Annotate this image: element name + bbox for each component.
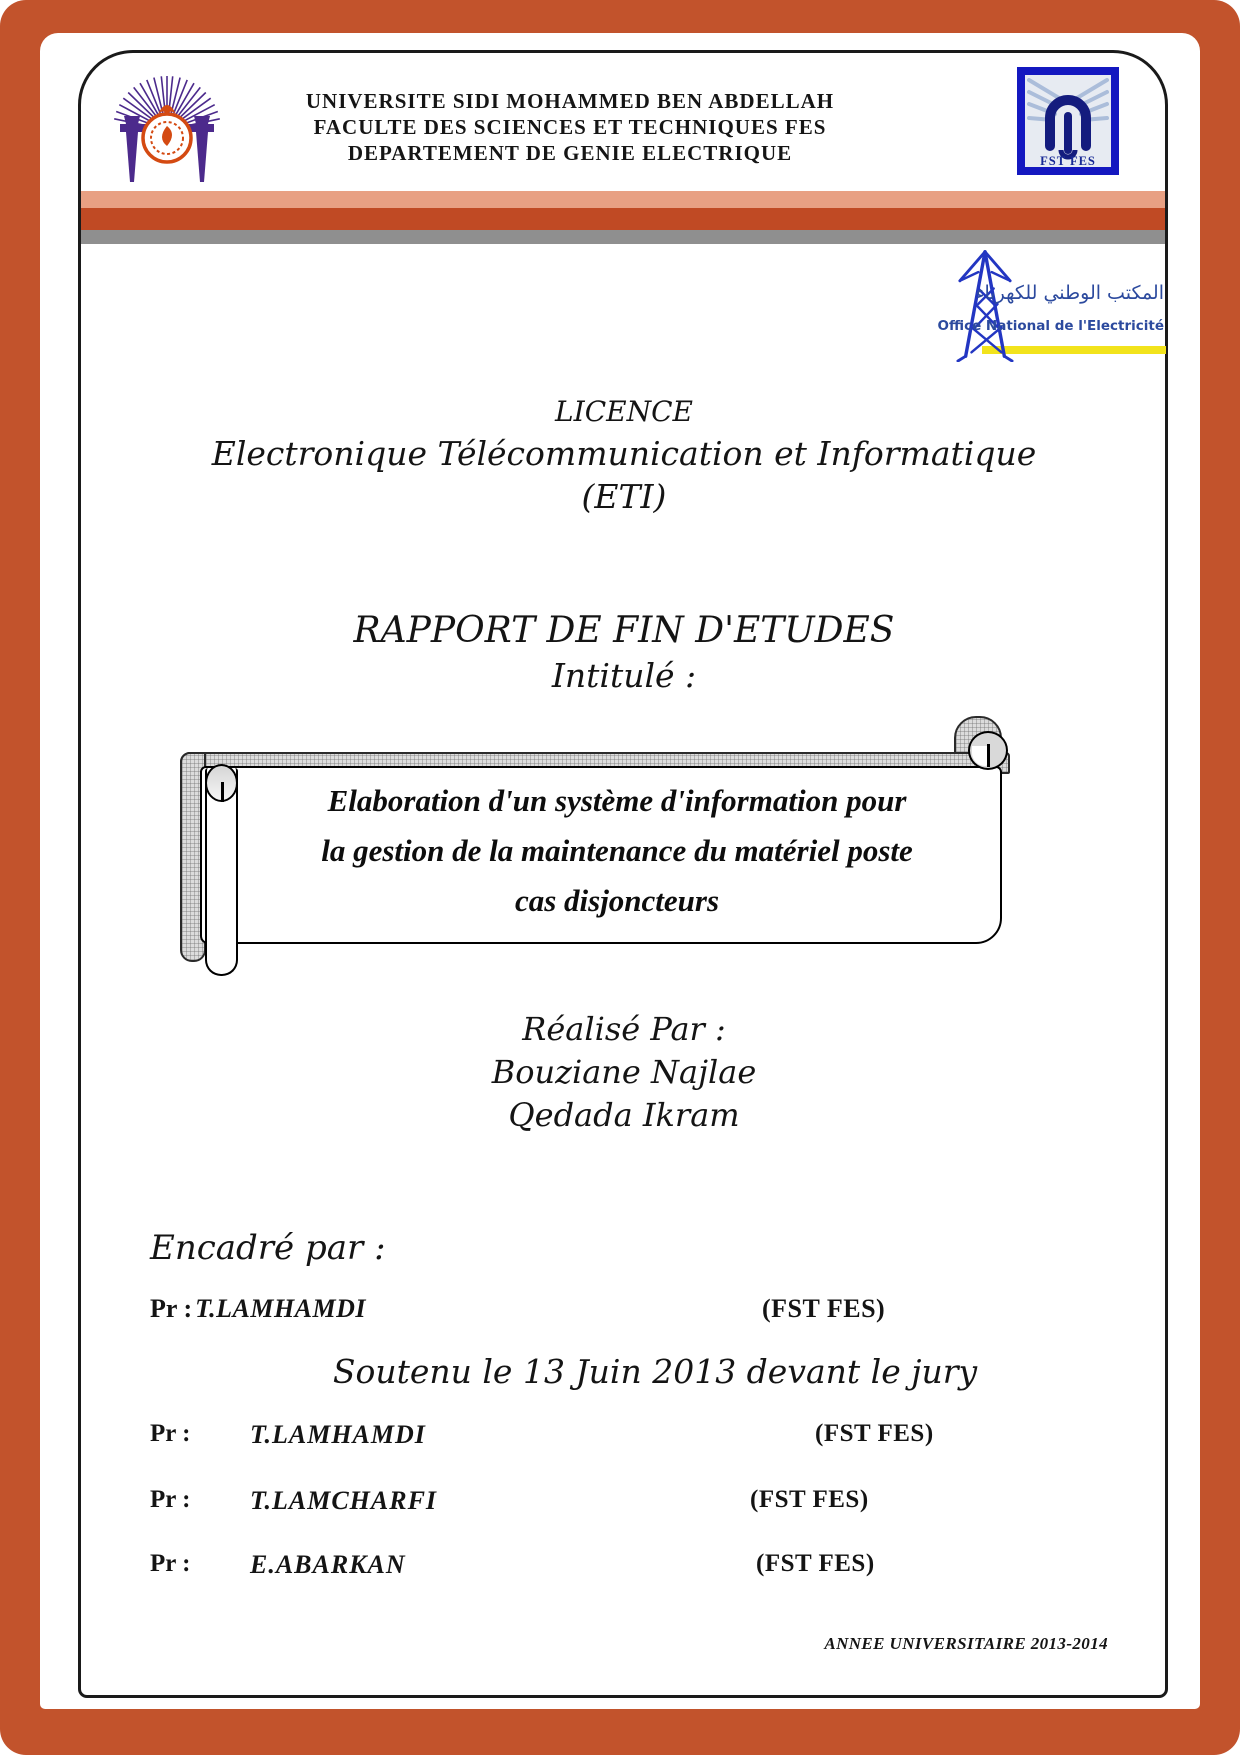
report-intitule-label: Intitulé : xyxy=(551,656,697,695)
degree-block xyxy=(80,392,1168,518)
degree-program: LICENCE xyxy=(555,395,693,428)
one-logo xyxy=(928,246,1168,368)
fst-fes-caption: FST FES xyxy=(1040,154,1096,168)
university-emblem-logo xyxy=(112,64,222,188)
project-title-line2: la gestion de la maintenance du matériel poste xyxy=(321,833,913,868)
university-emblem-icon xyxy=(112,64,222,188)
jury-3-name: E.ABARKAN xyxy=(250,1550,406,1579)
separator-stripe-salmon xyxy=(81,191,1165,208)
fst-fes-logo xyxy=(1016,66,1120,176)
fst-fes-logo-icon xyxy=(1016,66,1120,176)
jury-1-name: T.LAMHAMDI xyxy=(250,1420,426,1449)
faculty-name: FACULTE DES SCIENCES ET TECHNIQUES FES xyxy=(313,115,827,139)
authors-label: Réalisé Par : xyxy=(522,1010,726,1048)
jury-1-affiliation: (FST FES) xyxy=(815,1420,934,1447)
author-name-2: Qedada Ikram xyxy=(508,1096,740,1134)
project-title-line1: Elaboration d'un système d'information pour xyxy=(327,783,907,818)
scroll-banner-left-curl xyxy=(205,764,238,802)
separator-stripe-gray xyxy=(81,230,1165,244)
jury-row-1 xyxy=(150,1420,1130,1456)
jury-row-2 xyxy=(150,1486,1130,1522)
project-title-line3: cas disjoncteurs xyxy=(514,883,720,918)
one-logo-arabic-text: المكتب الوطني للكهرباء xyxy=(975,282,1164,304)
jury-2-affiliation: (FST FES) xyxy=(750,1486,869,1513)
one-logo-caption: Office National de l'Electricité xyxy=(937,318,1164,334)
supervisor-name: T.LAMHAMDI xyxy=(195,1294,367,1323)
report-type-block xyxy=(80,608,1168,698)
jury-row-3 xyxy=(150,1550,1130,1586)
supervisor-pr-label: Pr : xyxy=(150,1294,193,1323)
header-institution-block xyxy=(250,88,890,166)
authors-block xyxy=(80,1008,1168,1137)
author-name-1: Bouziane Najlae xyxy=(491,1053,757,1091)
jury-2-name: T.LAMCHARFI xyxy=(250,1486,438,1515)
jury-2-pr-label: Pr : xyxy=(150,1486,191,1513)
degree-abbreviation: (ETI) xyxy=(581,477,667,516)
academic-year-footer: ANNEE UNIVERSITAIRE 2013-2014 xyxy=(824,1634,1108,1653)
electricity-pylon-icon xyxy=(954,246,1016,362)
report-type: RAPPORT DE FIN D'ETUDES xyxy=(353,610,895,651)
separator-stripe-red xyxy=(81,208,1165,230)
project-title-banner xyxy=(200,766,1002,944)
university-name: UNIVERSITE SIDI MOHAMMED BEN ABDELLAH xyxy=(305,89,835,113)
department-name: DEPARTEMENT DE GENIE ELECTRIQUE xyxy=(347,141,793,165)
scroll-banner-right-curl xyxy=(968,731,1008,770)
supervisor-affiliation: (FST FES) xyxy=(762,1294,886,1323)
jury-1-pr-label: Pr : xyxy=(150,1420,191,1447)
supervisor-label: Encadré par : xyxy=(150,1228,386,1268)
supervisor-row xyxy=(150,1294,1110,1324)
jury-3-affiliation: (FST FES) xyxy=(756,1550,875,1577)
jury-3-pr-label: Pr : xyxy=(150,1550,191,1577)
defense-line: Soutenu le 13 Juin 2013 devant le jury xyxy=(332,1352,978,1391)
header-separator-bar xyxy=(81,191,1165,244)
degree-speciality: Electronique Télécommunication et Informatique xyxy=(211,434,1037,473)
